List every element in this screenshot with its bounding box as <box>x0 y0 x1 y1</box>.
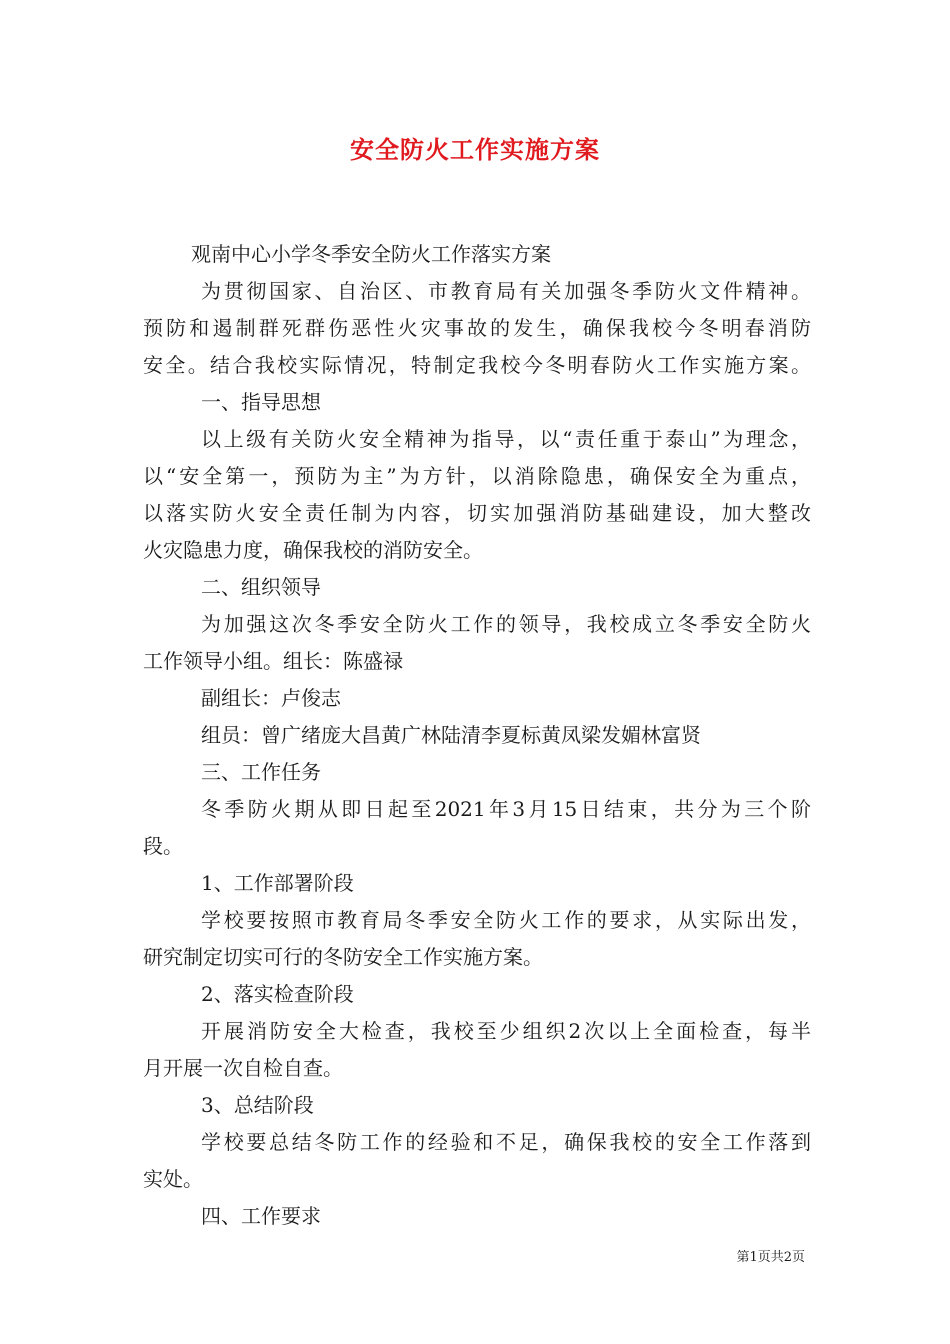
section-heading: 一、指导思想 <box>201 390 321 414</box>
section-heading: 四、工作要求 <box>201 1204 321 1228</box>
paragraph-line: 实处。 <box>143 1167 203 1191</box>
section-heading: 三、工作任务 <box>201 760 321 784</box>
paragraph-line: 研究制定切实可行的冬防安全工作实施方案。 <box>143 945 543 969</box>
paragraph-line: 组员：曾广绪庞大昌黄广林陆清李夏标黄凤梁发媚林富贤 <box>201 723 701 747</box>
document-title: 安全防火工作实施方案 <box>350 135 600 164</box>
paragraph-line: 为加强这次冬季安全防火工作的领导，我校成立冬季安全防火 <box>201 612 811 636</box>
paragraph-line: 火灾隐患力度，确保我校的消防安全。 <box>143 538 483 562</box>
paragraph-line: 以落实防火安全责任制为内容，切实加强消防基础建设，加大整改 <box>143 501 811 525</box>
paragraph-line: 工作领导小组。组长：陈盛禄 <box>143 649 403 673</box>
paragraph-line: 副组长：卢俊志 <box>201 686 341 710</box>
subtitle-line: 观南中心小学冬季安全防火工作落实方案 <box>191 242 551 266</box>
paragraph-line: 以上级有关防火安全精神为指导，以“责任重于泰山”为理念， <box>201 427 811 451</box>
subsection-heading: 1、工作部署阶段 <box>201 871 354 895</box>
paragraph-line: 为贯彻国家、自治区、市教育局有关加强冬季防火文件精神。 <box>201 279 811 303</box>
paragraph-line: 开展消防安全大检查，我校至少组织2次以上全面检查，每半 <box>201 1019 811 1043</box>
paragraph-line: 安全。结合我校实际情况，特制定我校今冬明春防火工作实施方案。 <box>143 353 811 377</box>
paragraph-line: 学校要总结冬防工作的经验和不足，确保我校的安全工作落到 <box>201 1130 811 1154</box>
paragraph-line: 段。 <box>143 834 183 858</box>
page-number-footer: 第1页共2页 <box>736 1250 805 1265</box>
subsection-heading: 2、落实检查阶段 <box>201 982 354 1006</box>
subsection-heading: 3、总结阶段 <box>201 1093 314 1117</box>
paragraph-line: 月开展一次自检自查。 <box>143 1056 343 1080</box>
document-body <box>143 236 811 1235</box>
paragraph-line: 以“安全第一，预防为主”为方针，以消除隐患，确保安全为重点， <box>143 464 811 488</box>
section-heading: 二、组织领导 <box>201 575 321 599</box>
paragraph-line: 预防和遏制群死群伤恶性火灾事故的发生，确保我校今冬明春消防 <box>143 316 811 340</box>
paragraph-line: 冬季防火期从即日起至2021年3月15日结束，共分为三个阶 <box>201 797 811 821</box>
paragraph-line: 学校要按照市教育局冬季安全防火工作的要求，从实际出发， <box>201 908 811 932</box>
